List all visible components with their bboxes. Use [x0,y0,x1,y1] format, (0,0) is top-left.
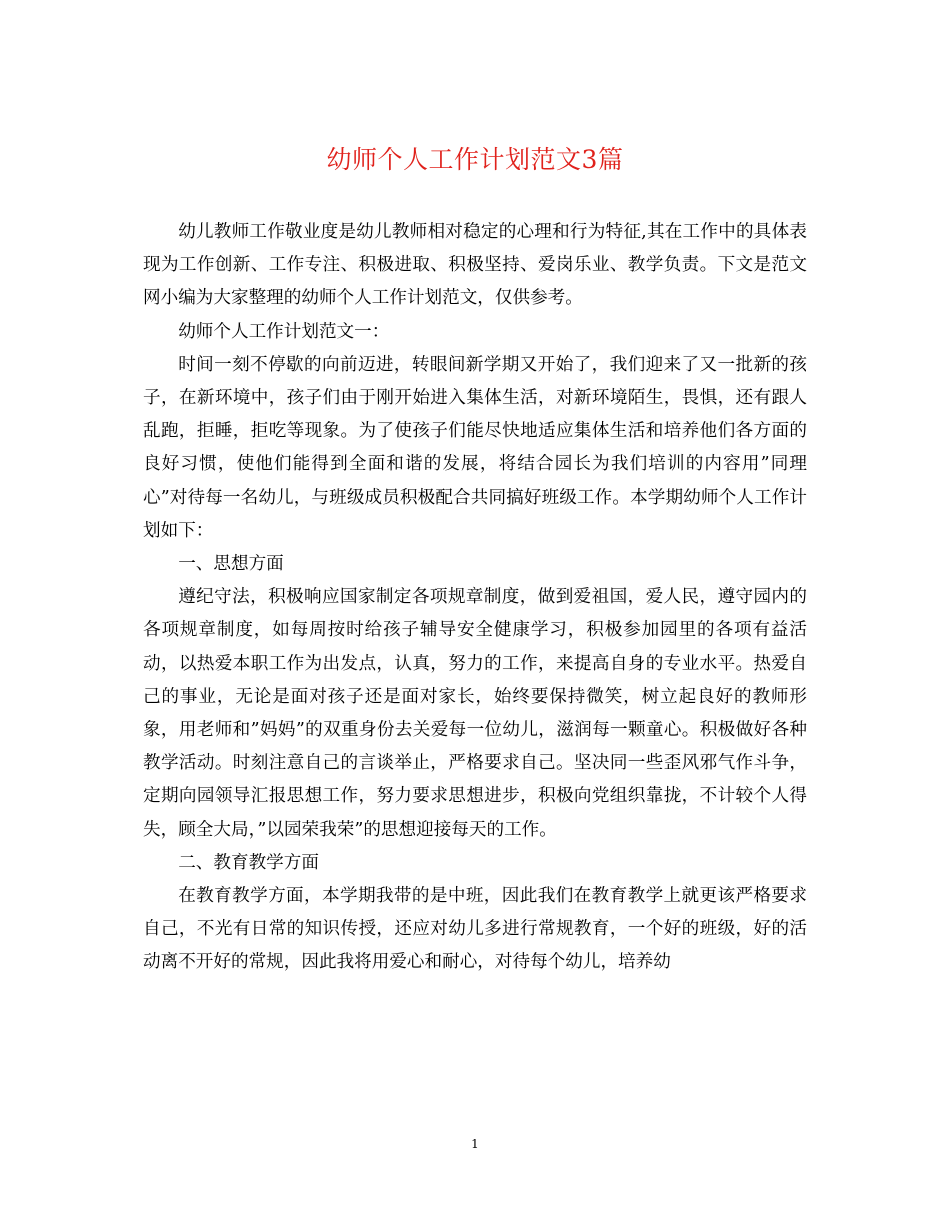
section-heading-sample-one: 幼师个人工作计划范文一： [178,321,390,342]
intro-paragraph: 幼儿教师工作敬业度是幼儿教师相对稳定的心理和行为特征,其在工作中的具体表现为工作创新、工作专注、积极进取、积极坚持、爱岗乐业、教学负责。下文是范文网小编为大家整理的幼师个人工作计划范文，仅供参考。 [143,222,807,309]
document-title: 幼师个人工作计划范文3篇 [326,145,624,174]
body-paragraph: 遵纪守法，积极响应国家制定各项规章制度，做到爱祖国，爱人民，遵守园内的各项规章制度，如每周按时给孩子辅导安全健康学习，积极参加园里的各项有益活动，以热爱本职工作为出发点，认真，努力的工作，来提高自身的专业水平。热爱自己的事业，无论是面对孩子还是面对家长，始终要保持微笑，树立起良好的教师形象，用老师和”妈妈”的双重身份去关爱每一位幼儿，滋润每一颗童心。积极做好各种教学活动。时刻注意自己的言谈举止，严格要求自己。坚决同一些歪风邪气作斗争，定期向园领导汇报思想工作，努力要求思想进步，积极向党组织靠拢，不计较个人得失，顾全大局，”以园荣我荣”的思想迎接每天的工作。 [143,587,807,840]
section-heading-teaching: 二、教育教学方面 [178,852,319,873]
section-heading-thought: 一、思想方面 [178,554,284,575]
document-body [143,216,807,980]
page-number: 1 [471,1137,479,1151]
body-paragraph: 时间一刻不停歇的向前迈进，转眼间新学期又开始了，我们迎来了又一批新的孩子，在新环境中，孩子们由于刚开始进入集体生活，对新环境陌生，畏惧，还有跟人乱跑，拒睡，拒吃等现象。为了使孩子们能尽快地适应集体生活和培养他们各方面的良好习惯，使他们能得到全面和谐的发展，将结合园长为我们培训的内容用”同理心”对待每一名幼儿，与班级成员积极配合共同搞好班级工作。本学期幼师个人工作计划如下： [143,354,807,541]
body-paragraph: 在教育教学方面，本学期我带的是中班，因此我们在教育教学上就更该严格要求自己，不光有日常的知识传授，还应对幼儿多进行常规教育，一个好的班级，好的活动离不开好的常规，因此我将用爱心和耐心，对待每个幼儿，培养幼 [143,886,807,973]
